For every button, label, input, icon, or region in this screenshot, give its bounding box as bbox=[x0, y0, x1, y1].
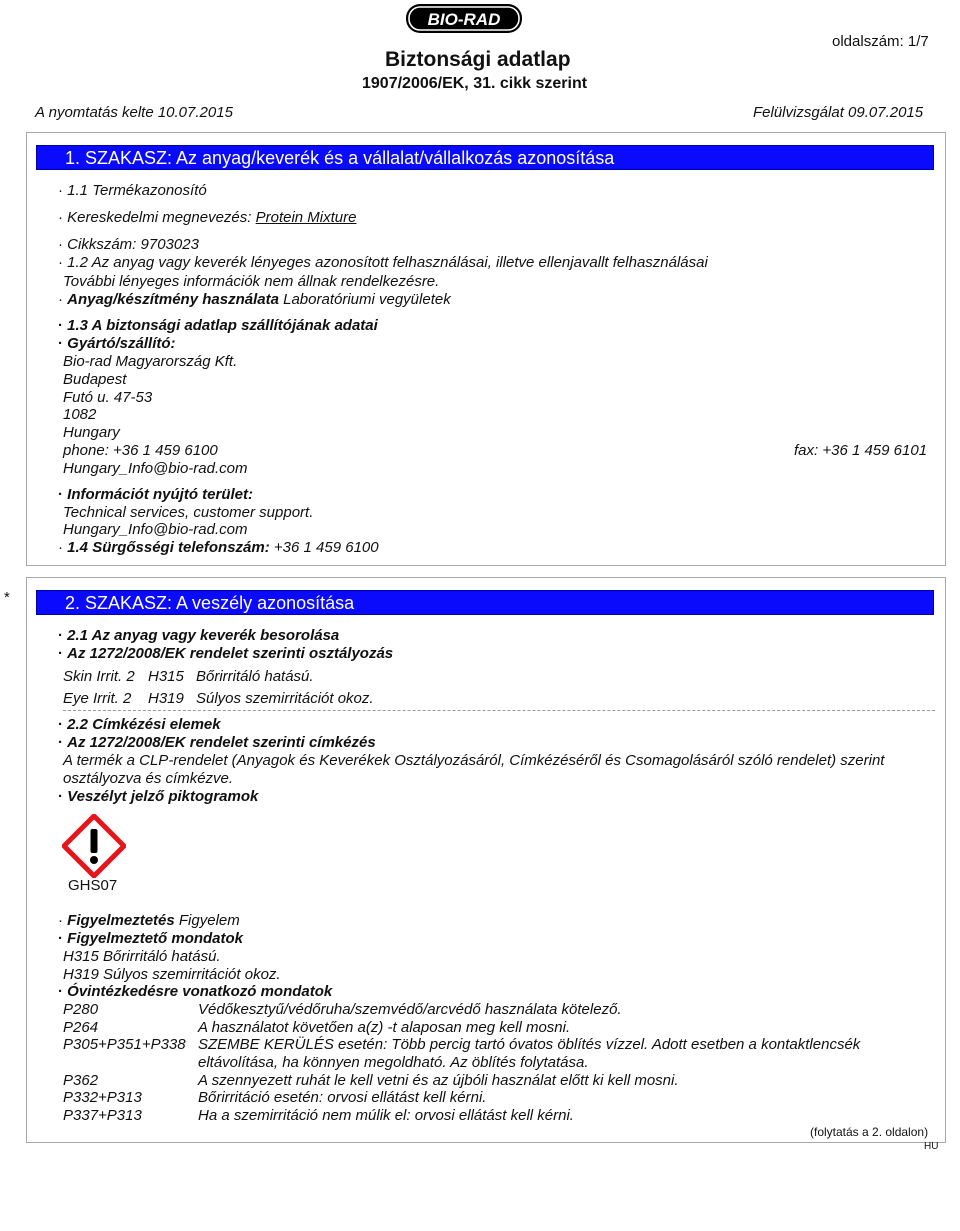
section2-heading: 2. SZAKASZ: A veszély azonosítása bbox=[65, 593, 355, 613]
precaution-code: P337+P313 bbox=[63, 1107, 142, 1124]
precaution-text: SZEMBE KERÜLÉS esetén: Több percig tartó óvatos öblítés vízzel. Adott esetben a kontaktlencsék bbox=[198, 1036, 861, 1053]
product-use: · Anyag/készítmény használata Laboratóriumi vegyületek bbox=[58, 291, 451, 308]
precaution-text: eltávolítása, ha könnyen megoldható. Az öblítés folytatása. bbox=[198, 1054, 589, 1071]
s11-title: · 1.1 Termékazonosító bbox=[58, 182, 207, 199]
labelling-text: A termék a CLP-rendelet (Anyagok és Keverékek Osztályozásáról, Címkézéséről és Csomagolásáról szóló rendelet) szerint bbox=[63, 752, 885, 769]
s22-title: · 2.2 Címkézési elemek bbox=[58, 716, 221, 733]
supplier-line: 1082 bbox=[63, 406, 97, 423]
pictogram-code: GHS07 bbox=[68, 877, 118, 894]
exclamation-mark-icon bbox=[62, 814, 126, 878]
supplier-fax: fax: +36 1 459 6101 bbox=[794, 442, 928, 459]
supplier-line: Budapest bbox=[63, 371, 127, 388]
trade-name: · Kereskedelmi megnevezés: Protein Mixture bbox=[58, 209, 357, 226]
classification-code: H315 bbox=[148, 668, 184, 685]
classification-text: Súlyos szemirritációt okoz. bbox=[196, 690, 374, 707]
precaution-text: Ha a szemirritáció nem múlik el: orvosi ellátást kell kérni. bbox=[198, 1107, 574, 1124]
s21-title: · 2.1 Az anyag vagy keverék besorolása bbox=[58, 627, 340, 644]
section1-heading-bar bbox=[36, 145, 934, 170]
hazard-line: H315 Bőrirritáló hatású. bbox=[63, 948, 221, 965]
pictogram-title: · Veszélyt jelző piktogramok bbox=[58, 788, 259, 805]
classification-text: Bőrirritáló hatású. bbox=[196, 668, 314, 685]
document-title: Biztonsági adatlap bbox=[385, 48, 571, 71]
hazard-title: · Figyelmeztető mondatok bbox=[58, 930, 244, 947]
signal-word: · Figyelmeztetés Figyelem bbox=[58, 912, 240, 929]
trade-name-value: Protein Mixture bbox=[255, 209, 357, 226]
document-subtitle: 1907/2006/EK, 31. cikk szerint bbox=[362, 75, 588, 92]
language-code: HU bbox=[924, 1141, 939, 1152]
precaution-code: P305+P351+P338 bbox=[63, 1036, 186, 1053]
hazard-line: H319 Súlyos szemirritációt okoz. bbox=[63, 966, 281, 983]
info-label: · Információt nyújtó terület: bbox=[58, 486, 254, 503]
precaution-text: Védőkesztyű/védőruha/szemvédő/arcvédő használata kötelező. bbox=[198, 1001, 622, 1018]
section1-heading: 1. SZAKASZ: Az anyag/keverék és a vállalat/vállalkozás azonosítása bbox=[65, 148, 615, 168]
revision-marker: * bbox=[4, 589, 10, 606]
classification-code: H319 bbox=[148, 690, 184, 707]
labelling-text: osztályozva és címkézve. bbox=[63, 770, 234, 787]
precaution-code: P332+P313 bbox=[63, 1089, 142, 1106]
print-date: A nyomtatás kelte 10.07.2015 bbox=[35, 104, 233, 121]
supplier-line: Futó u. 47-53 bbox=[63, 389, 153, 406]
supplier-line: Hungary bbox=[63, 424, 120, 441]
supplier-line: Bio-rad Magyarország Kft. bbox=[63, 353, 238, 370]
classification-title: · Az 1272/2008/EK rendelet szerinti osztályozás bbox=[58, 645, 394, 662]
precaution-code: P264 bbox=[63, 1019, 99, 1036]
precaution-code: P280 bbox=[63, 1001, 99, 1018]
labelling-title: · Az 1272/2008/EK rendelet szerinti címkézés bbox=[58, 734, 376, 751]
logo-text: BIO-RAD bbox=[427, 10, 501, 29]
classification-class: Skin Irrit. 2 bbox=[63, 668, 135, 685]
section2-heading-bar bbox=[36, 590, 934, 615]
emergency-phone: · 1.4 Sürgősségi telefonszám: +36 1 459 6100 bbox=[58, 539, 379, 556]
supplier-label: · Gyártó/szállító: bbox=[58, 335, 176, 352]
precaution-text: A szennyezett ruhát le kell vetni és az újbóli használat előtt ki kell mosni. bbox=[198, 1072, 679, 1089]
article-number: · Cikkszám: 9703023 bbox=[58, 236, 199, 253]
s12-note: További lényeges információk nem állnak rendelkezésre. bbox=[63, 273, 440, 290]
continued-note: (folytatás a 2. oldalon) bbox=[810, 1125, 929, 1139]
revision-date: Felülvizsgálat 09.07.2015 bbox=[753, 104, 924, 121]
precaution-code: P362 bbox=[63, 1072, 99, 1089]
supplier-phone: phone: +36 1 459 6100 bbox=[63, 442, 218, 459]
bio-rad-logo bbox=[405, 3, 523, 34]
classification-class: Eye Irrit. 2 bbox=[63, 690, 132, 707]
supplier-email[interactable]: Hungary_Info@bio-rad.com bbox=[63, 460, 248, 477]
divider bbox=[63, 710, 935, 711]
precaution-text: A használatot követően a(z) -t alaposan meg kell mosni. bbox=[198, 1019, 571, 1036]
info-line: Technical services, customer support. bbox=[63, 504, 314, 521]
precaution-title: · Óvintézkedésre vonatkozó mondatok bbox=[58, 983, 333, 1000]
page-number: oldalszám: 1/7 bbox=[832, 33, 929, 50]
precaution-text: Bőrirritáció esetén: orvosi ellátást kell kérni. bbox=[198, 1089, 487, 1106]
info-email[interactable]: Hungary_Info@bio-rad.com bbox=[63, 521, 248, 538]
s12-title: · 1.2 Az anyag vagy keverék lényeges azonosított felhasználásai, illetve ellenjavallt felhasználásai bbox=[58, 254, 708, 271]
s13-title: · 1.3 A biztonsági adatlap szállítójának adatai bbox=[58, 317, 378, 334]
